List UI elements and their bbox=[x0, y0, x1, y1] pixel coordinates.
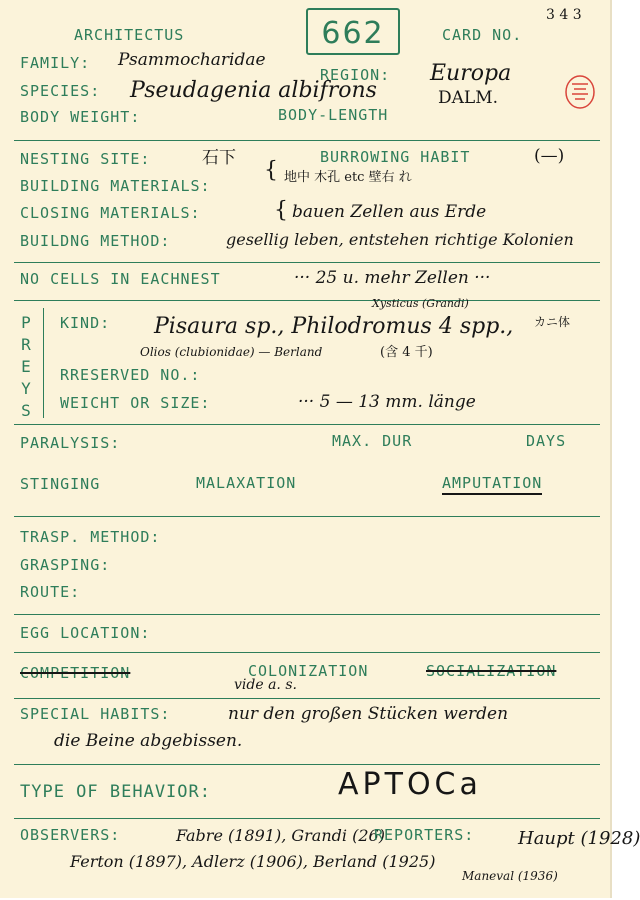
building-method-value: gesellig leben, entstehen richtige Kolonien bbox=[226, 230, 574, 249]
divider bbox=[14, 262, 600, 263]
region-label: REGION: bbox=[320, 66, 391, 84]
architectus-label: ARCHITECTUS bbox=[74, 26, 185, 44]
weight-size-value: ··· 5 — 13 mm. länge bbox=[298, 392, 476, 412]
malaxation-label: MALAXATION bbox=[196, 474, 297, 492]
body-weight-label: BODY WEIGHT: bbox=[20, 108, 141, 126]
trasp-method-label: TRASP. METHOD: bbox=[20, 528, 161, 546]
card-no-label: CARD NO. bbox=[442, 26, 523, 44]
route-label: ROUTE: bbox=[20, 583, 81, 601]
type-of-behavior-label: TYPE OF BEHAVIOR: bbox=[20, 782, 211, 802]
family-value: Psammocharidae bbox=[118, 50, 266, 70]
competition-label: COMPETITION bbox=[20, 664, 131, 682]
brace-2: { bbox=[274, 198, 288, 223]
type-of-behavior-value: APTOCa bbox=[338, 767, 482, 802]
egg-location-label: EGG LOCATION: bbox=[20, 624, 151, 642]
burrowing-value: (—) bbox=[534, 146, 565, 166]
building-materials-value: 地中 木孔 etc 壁右 れ bbox=[284, 170, 412, 185]
observers-label: OBSERVERS: bbox=[20, 826, 121, 844]
brace-1: { bbox=[264, 158, 278, 183]
divider bbox=[14, 424, 600, 425]
reporter-haupt: Haupt (1928) bbox=[518, 828, 640, 849]
closing-materials-label: CLOSING MATERIALS: bbox=[20, 204, 201, 222]
weight-size-label: WEICHT OR SIZE: bbox=[60, 394, 211, 412]
kind-subnote-1: Olios (clubionidae) — Berland bbox=[140, 345, 323, 359]
building-method-label: BUILDNG METHOD: bbox=[20, 232, 171, 250]
divider bbox=[14, 516, 600, 517]
preys-bracket bbox=[43, 308, 44, 418]
paralysis-label: PARALYSIS: bbox=[20, 434, 121, 452]
nesting-site-value: 石下 bbox=[202, 148, 236, 168]
kind-margin-note: カニ体 bbox=[534, 315, 571, 329]
special-habits-line-2: die Beine abgebissen. bbox=[54, 731, 243, 751]
family-label: FAMILY: bbox=[20, 54, 91, 72]
observers-line-1: Fabre (1891), Grandi (26) bbox=[176, 826, 385, 845]
special-habits-label: SPECIAL HABITS: bbox=[20, 705, 171, 723]
owner-seal bbox=[564, 74, 596, 110]
region-value: Europa bbox=[430, 61, 512, 86]
reporter-maneval: Maneval (1936) bbox=[462, 869, 558, 883]
divider bbox=[14, 614, 600, 615]
divider bbox=[14, 140, 600, 141]
cells-value: ··· 25 u. mehr Zellen ··· bbox=[294, 268, 491, 288]
reserved-label: RRESERVED NO.: bbox=[60, 366, 201, 384]
special-habits-line-1: nur den großen Stücken werden bbox=[228, 704, 509, 724]
burrowing-label: BURROWING HABIT bbox=[320, 148, 471, 166]
body-length-label: BODY-LENGTH bbox=[278, 106, 389, 124]
divider bbox=[14, 764, 600, 765]
days-label: DAYS bbox=[526, 432, 567, 450]
box-number: 662 bbox=[321, 16, 385, 51]
kind-value: Pisaura sp., Philodromus 4 spp., bbox=[154, 314, 514, 339]
divider bbox=[14, 698, 600, 699]
grasping-label: GRASPING: bbox=[20, 556, 111, 574]
preys-side-label: P R E Y S bbox=[21, 313, 31, 420]
divider bbox=[14, 652, 600, 653]
divider bbox=[14, 818, 600, 819]
species-label: SPECIES: bbox=[20, 82, 101, 100]
card-no-value: 3 4 3 bbox=[546, 7, 582, 23]
building-materials-label: BUILDING MATERIALS: bbox=[20, 177, 211, 195]
species-author: DALM. bbox=[438, 88, 499, 108]
divider bbox=[14, 300, 600, 301]
card-number-box bbox=[306, 8, 400, 55]
max-dur-label: MAX. DUR bbox=[332, 432, 413, 450]
kind-subnote-2: (含 4 千) bbox=[380, 345, 433, 360]
observers-line-2: Ferton (1897), Adlerz (1906), Berland (1925) bbox=[70, 852, 436, 871]
socialization-label: SOCIALIZATION bbox=[426, 662, 557, 680]
kind-superscript: Xysticus (Grandi) bbox=[372, 297, 469, 310]
vide-note: vide a. s. bbox=[234, 677, 297, 693]
kind-label: KIND: bbox=[60, 314, 111, 332]
reporters-label: REPORTERS: bbox=[374, 826, 475, 844]
nesting-site-label: NESTING SITE: bbox=[20, 150, 151, 168]
cells-label: NO CELLS IN EACHNEST bbox=[20, 270, 221, 288]
amputation-label: AMPUTATION bbox=[442, 476, 542, 495]
closing-materials-value: bauen Zellen aus Erde bbox=[292, 202, 487, 222]
colonization-label: COLONIZATION bbox=[248, 662, 369, 680]
stinging-label: STINGING bbox=[20, 475, 101, 493]
species-value: Pseudagenia albifrons bbox=[130, 78, 377, 103]
